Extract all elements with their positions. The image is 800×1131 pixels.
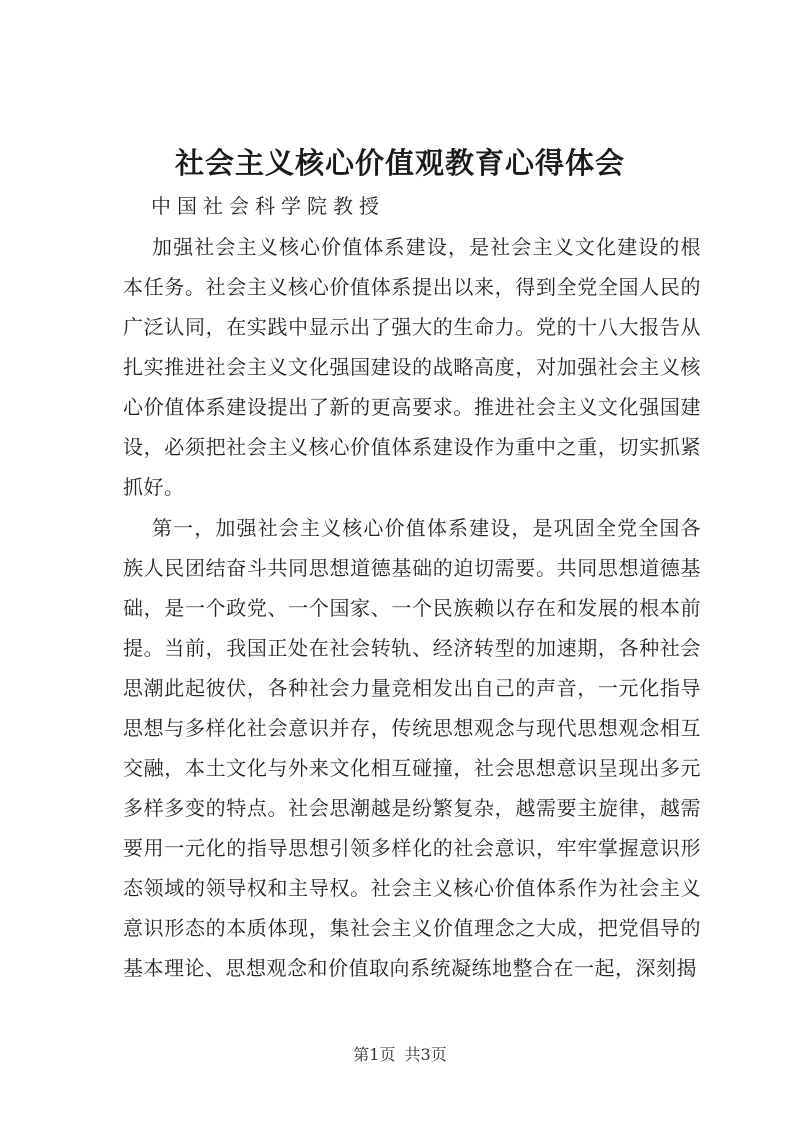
text-line: 多样多变的特点。社会思潮越是纷繁复杂，越需要主旋律，越需 [123,796,701,820]
text-line: 交融，本土文化与外来文化相互碰撞，社会思想意识呈现出多元 [123,756,701,780]
paragraph-1 [123,227,701,507]
text-line: 态领域的领导权和主导权。社会主义核心价值体系作为社会主义 [123,876,701,900]
text-line: 本任务。社会主义核心价值体系提出以来，得到全党全国人民的 [123,275,701,299]
text-line: 提。当前，我国正处在社会转轨、经济转型的加速期，各种社会 [123,636,701,660]
text-line: 意识形态的本质体现，集社会主义价值理念之大成，把党倡导的 [123,916,701,940]
document-author: 中国社会科学院教授 [151,194,385,218]
text-line: 族人民团结奋斗共同思想道德基础的迫切需要。共同思想道德基 [123,556,701,580]
document-title: 社会主义核心价值观教育心得体会 [174,146,625,180]
text-line: 思想与多样化社会意识并存，传统思想观念与现代思想观念相互 [123,716,701,740]
text-line: 础，是一个政党、一个国家、一个民族赖以存在和发展的根本前 [123,596,701,620]
text-line: 心价值体系建设提出了新的更高要求。推进社会主义文化强国建 [123,395,701,419]
text-line: 抓好。 [123,475,185,499]
text-line: 广泛认同，在实践中显示出了强大的生命力。党的十八大报告从 [123,315,701,339]
text-line: 设，必须把社会主义核心价值体系建设作为重中之重，切实抓紧 [123,435,701,459]
text-line: 要用一元化的指导思想引领多样化的社会意识，牢牢掌握意识形 [123,836,701,860]
text-line: 基本理论、思想观念和价值取向系统凝练地整合在一起，深刻揭 [123,956,697,980]
text-line: 加强社会主义核心价值体系建设，是社会主义文化建设的根 [152,235,701,259]
text-line: 思潮此起彼伏，各种社会力量竞相发出自己的声音，一元化指导 [123,676,701,700]
text-line: 第一，加强社会主义核心价值体系建设，是巩固全党全国各 [152,516,701,540]
text-line: 扎实推进社会主义文化强国建设的战略高度，对加强社会主义核 [123,355,701,379]
page-number-footer: 第1页 共3页 [353,1045,447,1064]
paragraph-2 [123,508,701,988]
